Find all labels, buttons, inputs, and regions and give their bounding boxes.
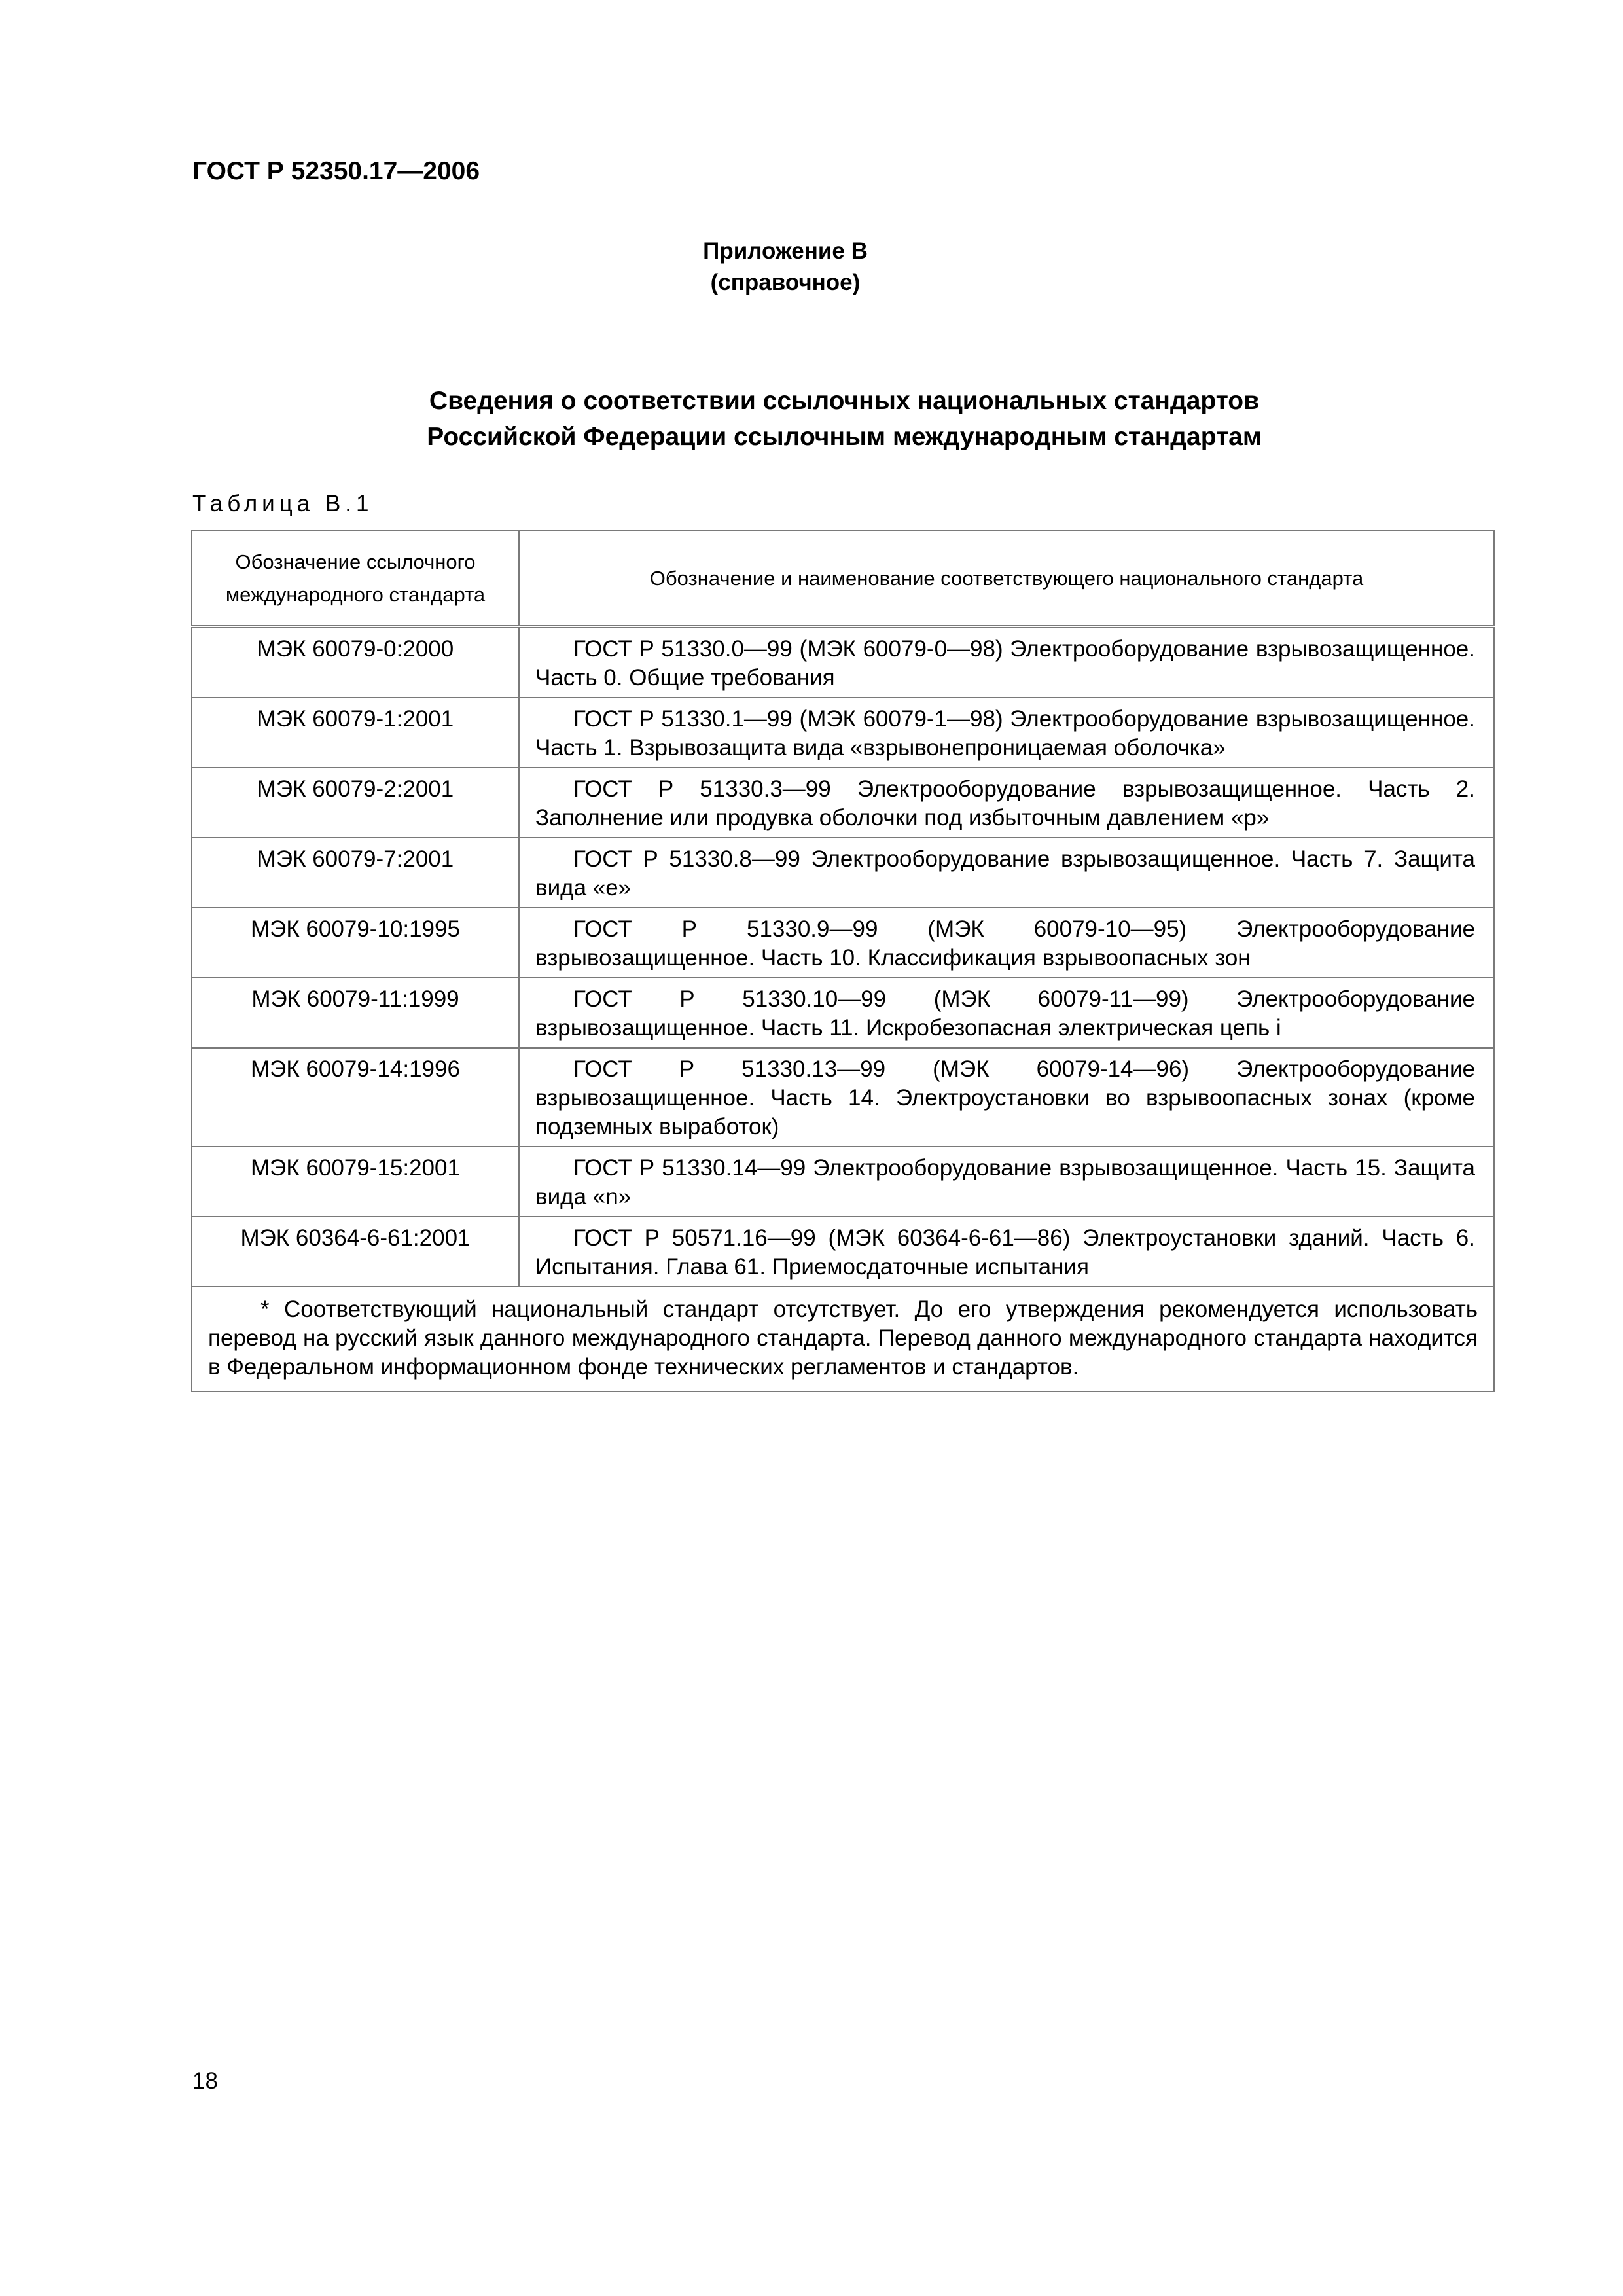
table-row <box>192 978 1494 1048</box>
table-footnote: * Соответствующий национальный стандарт отсутствует. До его утверждения рекомендуется использовать перевод на русский язык данного международного стандарта. Перевод данного международного стандарта находится в Федеральном информационном фонде технических регламентов и стандартов. <box>192 1287 1494 1391</box>
national-standard-cell: ГОСТ Р 51330.14—99 Электрооборудование взрывозащищенное. Часть 15. Защита вида «n» <box>519 1147 1494 1217</box>
national-standard-cell: ГОСТ Р 50571.16—99 (МЭК 60364-6-61—86) Электроустановки зданий. Часть 6. Испытания. Глава 61. Приемосдаточные испытания <box>519 1217 1494 1287</box>
international-standard-cell: МЭК 60079-2:2001 <box>192 768 519 838</box>
national-standard-cell: ГОСТ Р 51330.10—99 (МЭК 60079-11—99) Электрооборудование взрывозащищенное. Часть 11. Искробезопасная электрическая цепь i <box>519 978 1494 1048</box>
standards-correspondence-table <box>191 530 1495 1392</box>
header-national-standard: Обозначение и наименование соответствующего национального стандарта <box>519 531 1494 627</box>
international-standard-cell: МЭК 60079-10:1995 <box>192 908 519 978</box>
table-row <box>192 838 1494 908</box>
table-row <box>192 768 1494 838</box>
national-standard-cell: ГОСТ Р 51330.8—99 Электрооборудование взрывозащищенное. Часть 7. Защита вида «е» <box>519 838 1494 908</box>
page-number: 18 <box>192 2068 218 2094</box>
international-standard-cell: МЭК 60079-0:2000 <box>192 627 519 698</box>
international-standard-cell: МЭК 60079-15:2001 <box>192 1147 519 1217</box>
table-row <box>192 1048 1494 1147</box>
national-standard-cell: ГОСТ Р 51330.13—99 (МЭК 60079-14—96) Электрооборудование взрывозащищенное. Часть 14. Электроустановки во взрывоопасных зонах (кроме подземных выработок) <box>519 1048 1494 1147</box>
international-standard-cell: МЭК 60079-1:2001 <box>192 698 519 768</box>
table-row <box>192 1217 1494 1287</box>
national-standard-cell: ГОСТ Р 51330.0—99 (МЭК 60079-0—98) Электрооборудование взрывозащищенное. Часть 0. Общие требования <box>519 627 1494 698</box>
appendix-type: (справочное) <box>710 270 861 295</box>
table-row <box>192 698 1494 768</box>
international-standard-cell: МЭК 60079-7:2001 <box>192 838 519 908</box>
section-title-line-1: Сведения о соответствии ссылочных национальных стандартов <box>429 387 1260 415</box>
table-row <box>192 627 1494 698</box>
national-standard-cell: ГОСТ Р 51330.9—99 (МЭК 60079-10—95) Электрооборудование взрывозащищенное. Часть 10. Классификация взрывоопасных зон <box>519 908 1494 978</box>
appendix-label: Приложение В <box>703 238 868 264</box>
header-international-standard: Обозначение ссылочного международного стандарта <box>192 531 519 627</box>
table-header-row <box>192 531 1494 627</box>
section-title-line-2: Российской Федерации ссылочным международным стандартам <box>427 423 1262 451</box>
national-standard-cell: ГОСТ Р 51330.1—99 (МЭК 60079-1—98) Электрооборудование взрывозащищенное. Часть 1. Взрывозащита вида «взрывонепроницаемая оболочка» <box>519 698 1494 768</box>
appendix-heading <box>654 236 916 298</box>
international-standard-cell: МЭК 60364-6-61:2001 <box>192 1217 519 1287</box>
national-standard-cell: ГОСТ Р 51330.3—99 Электрооборудование взрывозащищенное. Часть 2. Заполнение или продувка оболочки под избыточным давлением «р» <box>519 768 1494 838</box>
table-row <box>192 1147 1494 1217</box>
international-standard-cell: МЭК 60079-14:1996 <box>192 1048 519 1147</box>
table-caption: Таблица В.1 <box>192 491 374 516</box>
document-code: ГОСТ Р 52350.17—2006 <box>192 157 480 185</box>
table-row <box>192 908 1494 978</box>
section-title <box>196 383 1492 455</box>
international-standard-cell: МЭК 60079-11:1999 <box>192 978 519 1048</box>
table-note-row <box>192 1287 1494 1391</box>
